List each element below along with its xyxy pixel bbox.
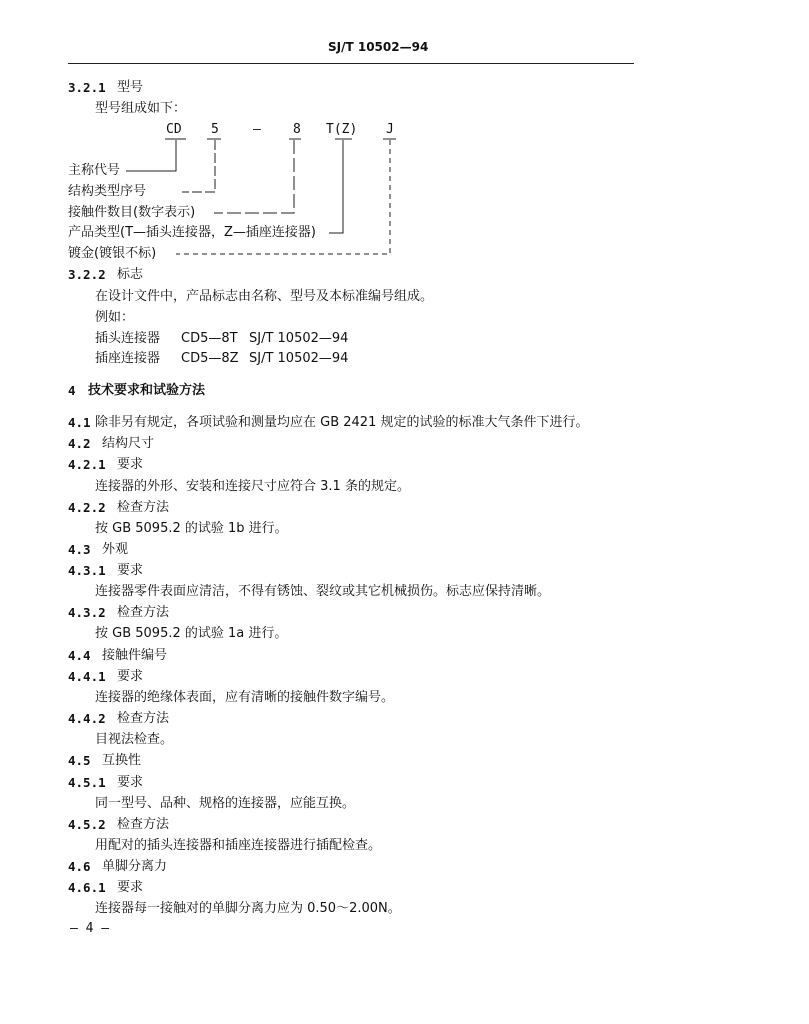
clause-text: 外观	[102, 542, 129, 557]
chapter-title: 技术要求和试验方法	[88, 383, 206, 398]
model-code-part: CD	[166, 122, 182, 137]
section-number: 3.2.2	[68, 267, 106, 282]
clause-text: 要求	[117, 669, 144, 684]
clause-text: 连接器的绝缘体表面，应有清晰的接触件数字编号。	[95, 690, 395, 705]
clause-number: 4.5.1	[68, 775, 106, 790]
clause-number: 4.5.2	[68, 817, 106, 832]
header-standard-number: SJ/T 10502—94	[328, 40, 429, 54]
clause-text: 用配对的插头连接器和插座连接器进行插配检查。	[95, 838, 382, 853]
clause-number: 4.2.2	[68, 500, 106, 515]
clause-number: 4.3.2	[68, 605, 106, 620]
paragraph: 型号组成如下：	[95, 101, 187, 116]
clause-text: 要求	[117, 880, 144, 895]
model-code-part: —	[253, 122, 261, 137]
example-name: 插头连接器	[95, 331, 161, 346]
paragraph: 在设计文件中，产品标志由名称、型号及本标准编号组成。	[95, 289, 434, 304]
model-code-part: 8	[293, 122, 301, 137]
clause-text: 按 GB 5095.2 的试验 1b 进行。	[95, 521, 288, 536]
clause-number: 4.4.2	[68, 711, 106, 726]
example-standard: SJ/T 10502—94	[249, 351, 349, 366]
chapter-number: 4	[68, 383, 76, 398]
clause-text: 互换性	[102, 753, 142, 768]
model-code-part: J	[386, 122, 394, 137]
example-standard: SJ/T 10502—94	[249, 331, 349, 346]
clause-text: 除非另有规定，各项试验和测量均应在 GB 2421 规定的试验的标准大气条件下进行。	[95, 415, 589, 430]
clause-number: 4.6.1	[68, 880, 106, 895]
clause-text: 要求	[117, 457, 144, 472]
clause-number: 4.6	[68, 859, 91, 874]
clause-text: 单脚分离力	[102, 859, 168, 874]
clause-number: 4.4	[68, 648, 91, 663]
model-label-contacts: 接触件数目(数字表示)	[68, 205, 196, 220]
clause-number: 4.1	[68, 415, 91, 430]
section-number: 3.2.1	[68, 80, 106, 95]
clause-text: 连接器的外形、安装和连接尺寸应符合 3.1 条的规定。	[95, 479, 410, 494]
clause-number: 4.3.1	[68, 563, 106, 578]
paragraph: 例如：	[95, 310, 135, 325]
clause-text: 目视法检查。	[95, 732, 174, 747]
clause-text: 按 GB 5095.2 的试验 1a 进行。	[95, 626, 288, 641]
clause-text: 检查方法	[117, 711, 170, 726]
clause-text: 要求	[117, 563, 144, 578]
clause-text: 检查方法	[117, 500, 170, 515]
clause-text: 结构尺寸	[102, 436, 155, 451]
clause-text: 检查方法	[117, 817, 170, 832]
page-number: — 4 —	[70, 921, 110, 936]
model-label-plating: 镀金(镀银不标)	[68, 246, 157, 261]
model-code-part: 5	[211, 122, 219, 137]
clause-number: 4.2.1	[68, 457, 106, 472]
example-model: CD5—8T	[181, 331, 238, 346]
clause-number: 4.5	[68, 753, 91, 768]
clause-text: 要求	[117, 775, 144, 790]
model-label-product-type: 产品类型(T—插头连接器，Z—插座连接器)	[68, 225, 316, 240]
clause-text: 同一型号、品种、规格的连接器，应能互换。	[95, 796, 356, 811]
model-label-structure: 结构类型序号	[68, 184, 147, 199]
model-code-part: T(Z)	[326, 122, 358, 137]
clause-text: 连接器每一接触对的单脚分离力应为 0.50～2.00N。	[95, 901, 401, 916]
example-name: 插座连接器	[95, 351, 161, 366]
clause-text: 接触件编号	[102, 648, 168, 663]
section-title: 标志	[117, 267, 144, 282]
clause-text: 连接器零件表面应清洁，不得有锈蚀、裂纹或其它机械损伤。标志应保持清晰。	[95, 584, 551, 599]
clause-text: 检查方法	[117, 605, 170, 620]
section-title: 型号	[117, 80, 144, 95]
model-label-main-code: 主称代号	[68, 163, 121, 178]
clause-number: 4.2	[68, 436, 91, 451]
clause-number: 4.3	[68, 542, 91, 557]
clause-number: 4.4.1	[68, 669, 106, 684]
example-model: CD5—8Z	[181, 351, 239, 366]
